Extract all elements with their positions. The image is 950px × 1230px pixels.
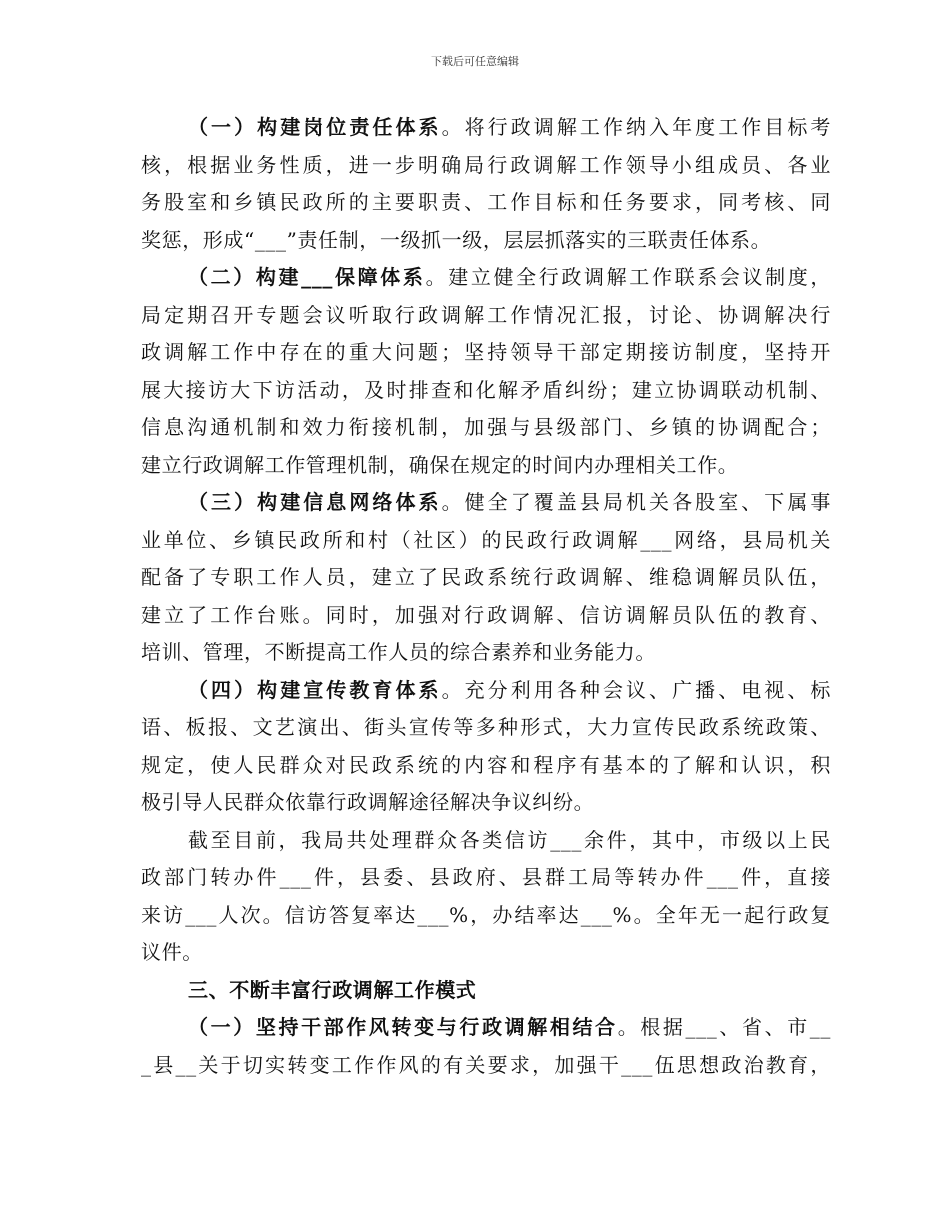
paragraph-title: （四）构建宣传教育体系 — [188, 678, 442, 702]
paragraph-line: 语、板报、文艺演出、街头宣传等多种形式，大力宣传民政系统政策、 — [141, 715, 831, 739]
paragraph-line: 信息沟通机制和效力衔接机制，加强与县级部门、乡镇的协调配合； — [141, 415, 831, 439]
paragraph-line: 业单位、乡镇民政所和村（社区）的民政行政调解___网络，县局机关 — [141, 528, 831, 552]
paragraph-title: （二）构建___保障体系 — [188, 265, 426, 289]
paragraph-line: 展大接访大下访活动，及时排查和化解矛盾纠纷；建立协调联动机制、 — [141, 378, 831, 402]
paragraph-line: _县__关于切实转变工作作风的有关要求，加强干___伍思想政治教育， — [141, 1053, 831, 1077]
paragraph-line — [188, 677, 831, 703]
paragraph-line: 极引导人民群众依靠行政调解途径解决争议纠纷。 — [141, 790, 595, 814]
paragraph-line: 配备了专职工作人员，建立了民政系统行政调解、维稳调解员队伍， — [141, 565, 831, 589]
paragraph-text: 。充分利用各种会议、广播、电视、标 — [441, 678, 831, 702]
section-heading: 三、不断丰富行政调解工作模式 — [188, 978, 477, 1002]
paragraph-line — [188, 114, 831, 140]
paragraph-text: 。根据___、省、市__ — [617, 1015, 832, 1039]
paragraph-title: （一）坚持干部作风转变与行政调解相结合 — [188, 1015, 618, 1039]
paragraph-line: 建立了工作台账。同时，加强对行政调解、信访调解员队伍的教育、 — [141, 603, 831, 627]
paragraph-text: 。健全了覆盖县局机关各股室、下属事 — [441, 490, 831, 514]
paragraph-line — [188, 1014, 831, 1040]
paragraph-line: 核，根据业务性质，进一步明确局行政调解工作领导小组成员、各业 — [141, 153, 831, 177]
paragraph-line: 议件。 — [141, 940, 203, 964]
paragraph-title: （一）构建岗位责任体系 — [188, 115, 442, 139]
paragraph-line: 截至目前，我局共处理群众各类信访___余件，其中，市级以上民 — [188, 828, 831, 852]
paragraph-line — [188, 264, 831, 290]
paragraph-line: 局定期召开专题会议听取行政调解工作情况汇报，讨论、协调解决行 — [141, 303, 831, 327]
page-header: 下载后可任意编辑 — [431, 55, 519, 68]
paragraph-line: 规定，使人民群众对民政系统的内容和程序有基本的了解和认识，积 — [141, 753, 831, 777]
paragraph-text: 。建立健全行政调解工作联系会议制度， — [425, 265, 831, 289]
paragraph-line: 建立行政调解工作管理机制，确保在规定的时间内办理相关工作。 — [141, 453, 739, 477]
paragraph-line: 来访___人次。信访答复率达___%，办结率达___%。全年无一起行政复 — [141, 903, 831, 927]
paragraph-line: 政调解工作中存在的重大问题；坚持领导干部定期接访制度，坚持开 — [141, 340, 831, 364]
paragraph-title: （三）构建信息网络体系 — [188, 490, 442, 514]
paragraph-line: 务股室和乡镇民政所的主要职责、工作目标和任务要求，同考核、同 — [141, 190, 831, 214]
paragraph-line: 培训、管理，不断提高工作人员的综合素养和业务能力。 — [141, 640, 656, 664]
paragraph-line: 奖惩，形成“___”责任制，一级抓一级，层层抓落实的三联责任体系。 — [141, 228, 772, 252]
paragraph-text: 。将行政调解工作纳入年度工作目标考 — [441, 115, 831, 139]
paragraph-line — [188, 489, 831, 515]
paragraph-line: 政部门转办件___件，县委、县政府、县群工局等转办件___件，直接 — [141, 865, 831, 889]
